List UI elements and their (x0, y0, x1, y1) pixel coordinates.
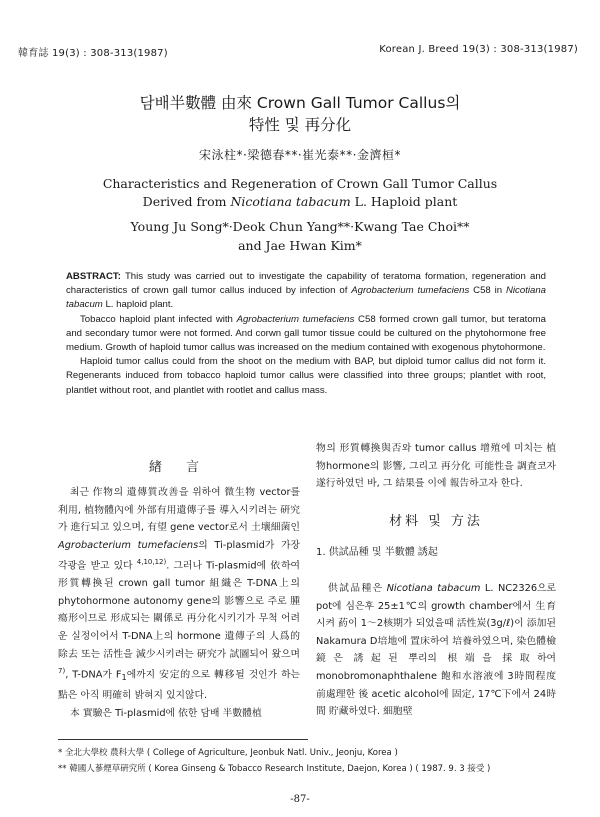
korean-title-line2: 特性 및 再分化 (248, 116, 352, 134)
page-number: -87- (290, 794, 310, 805)
methods-subheading-1: 1. 供試品種 및 半數體 誘起 (316, 547, 438, 559)
english-title-line1: Characteristics and Regeneration of Crown Gall Tumor Callus (102, 176, 498, 191)
journal-header-left: 韓育誌 19(3) : 308-313(1987) (18, 48, 168, 59)
english-authors (0, 217, 600, 255)
intro-paragraph-2: 本 實驗은 Ti-plasmid에 依한 담배 半數體植 (70, 707, 262, 719)
english-authors-line2: and Jae Hwan Kim* (238, 238, 362, 253)
intro-body (58, 484, 300, 722)
abstract-paragraph-3: Haploid tumor callus could from the shoot on the medium with BAP, but diploid tumor callus did not form it. Regenerants induced from tobacco haploid tumor callus were classified into three groups; plantlet with root, plantlet without root, and plantlet with rootlet and callus mass. (66, 356, 546, 396)
intro-heading: 緖 言 (148, 460, 210, 475)
footnote-affiliation-2: ** 韓國人蔘煙草硏究所 ( Korea Ginseng & Tobacco Research Institute, Daejon, Korea ) ( 1987. 9. 3 接受 ) (58, 764, 491, 774)
intro-continuation: 物의 形質轉換與否와 tumor callus 增殖에 미치는 植物hormone의 影響, 그리고 再分化 可能性을 調査코자 遂行하였던 바, 그 結果를 이에 報告하고자 한다. (316, 443, 556, 490)
korean-title (0, 92, 600, 136)
right-column (316, 440, 556, 721)
english-title-line2: Derived from Nicotiana tabacum L. Haploid plant (142, 194, 458, 209)
abstract-paragraph-2: Tobacco haploid plant infected with Agrobacterium tumefaciens C58 formed crown gall tumor, but teratoma and secondary tumor were not formed. And corwn gall tumor tissue could be cultured on the phytohormone free medium. Growth of haploid tumor callus was increased on the medium contained with exogenous phytohormone. (66, 313, 547, 354)
methods-paragraph-1: 供試品種은 Nicotiana tabacum L. NC2326으로 pot에 심은후 25±1℃의 growth chamber에서 生育시켜 葯이 1～2核期가 되었을때 活性炭(3g/ℓ)이 添加된 Nakamura D培地에 置床하여 培養하였으며, 染色體檢鏡은 誘起된 뿌리의 根端을 採取하여 monobromonaphthalene 飽和水溶液에 3時間程度 前處理한 後 acetic alcohol에 固定, 17℃下에서 24時間 貯藏하였다. 細胞壁 (316, 582, 556, 718)
english-authors-line1: Young Ju Song*·Deok Chun Yang**·Kwang Tae Choi** (130, 219, 470, 234)
footnote-rule (58, 739, 308, 740)
korean-authors: 宋泳柱*·梁德春**·崔光泰**·金濟桓* (199, 148, 401, 162)
english-title (0, 175, 600, 211)
abstract (66, 270, 546, 398)
footnote-affiliation-1: * 全北大學校 農科大學 ( College of Agriculture, Jeonbuk Natl. Univ., Jeonju, Korea ) (58, 748, 398, 758)
intro-paragraph-1: 최근 作物의 遺傳質改善을 위하여 微生物 vector를 利用, 植物體內에 外部有用遺傳子를 導入시키려는 硏究가 進行되고 있으며, 有望 gene vector로서 土壤細菌인 Agrobacterium tumefaciens의 Ti-plasmid가 가장 각광을 받고 있다 $^{4,10,12)}$. 그러나 Ti-plasmid에 依하여 形質轉換된 crown gall tumor 組織은 T-DNA上의 phytohormone autonomy gene의 影響으로 주로 腫瘍形이므로 形成되는 關係로 再分化시키기가 무척 어려운 실정이어서 T-DNA上의 hormone 遺傳子의 人爲的除去 또는 活性을 減少시키려는 硏究가 試圖되어 왔으며$^{7)}$, T-DNA가 $F_1$에까지 安定的으로 轉移될 것인가 하는 點은 아직 明確히 밝혀지 있지않다. (58, 487, 301, 702)
methods-heading: 材料 및 方法 (389, 513, 483, 529)
journal-header-right: Korean J. Breed 19(3) : 308-313(1987) (379, 44, 578, 55)
korean-title-line1: 담배半數體 由來 Crown Gall Tumor Callus의 (139, 94, 461, 112)
abstract-paragraph-1: ABSTRACT: This study was carried out to investigate the capability of teratoma formation, regeneration and characteristics of crown gall tumor callus induced by infection of Agrobacterium tumefaciens C58 in Nicotiana tabacum L. haploid plant. (66, 271, 546, 311)
